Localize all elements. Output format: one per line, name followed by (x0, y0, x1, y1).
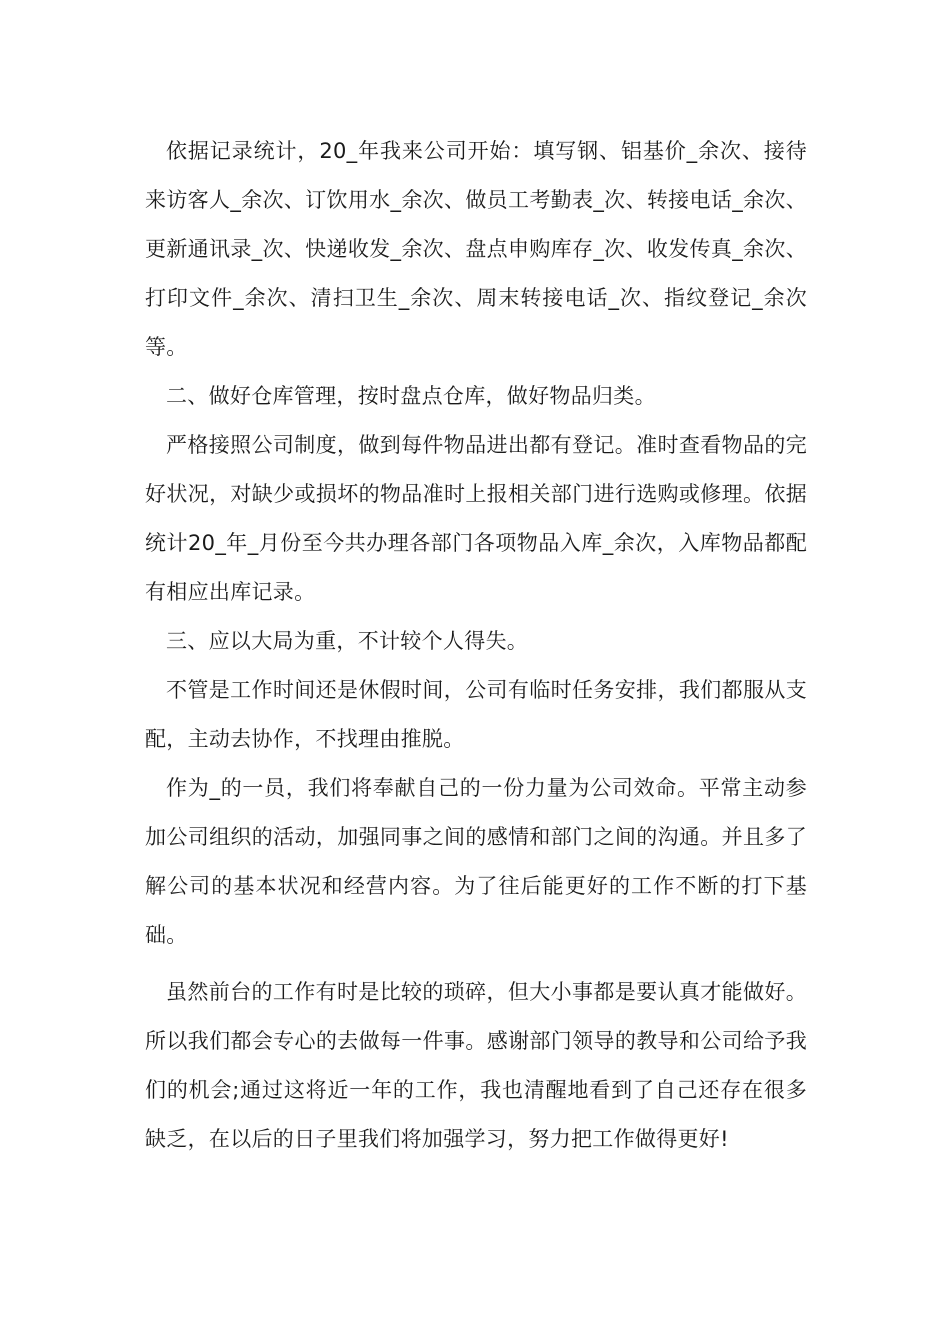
document-body (145, 127, 807, 1164)
heading-overall: 三、应以大局为重，不计较个人得失。 (166, 629, 529, 653)
paragraph-overall: 不管是工作时间还是休假时间，公司有临时任务安排，我们都服从支配，主动去协作，不找理由推脱。 (145, 678, 807, 751)
heading-warehouse: 二、做好仓库管理，按时盘点仓库，做好物品归类。 (166, 384, 656, 408)
paragraph-member: 作为_的一员，我们将奉献自己的一份力量为公司效命。平常主动参加公司组织的活动，加强同事之间的感情和部门之间的沟通。并且多了解公司的基本状况和经营内容。为了往后能更好的工作不断的打下基础。 (145, 776, 807, 947)
paragraph-statistics: 依据记录统计，20_年我来公司开始：填写钢、铝基价_余次、接待来访客人_余次、订饮用水_余次、做员工考勤表_次、转接电话_余次、更新通讯录_次、快递收发_余次、盘点申购库存_次、收发传真_余次、打印文件_余次、清扫卫生_余次、周末转接电话_次、指纹登记_余次等。 (145, 139, 807, 359)
paragraph-conclusion: 虽然前台的工作有时是比较的琐碎，但大小事都是要认真才能做好。所以我们都会专心的去做每一件事。感谢部门领导的教导和公司给予我们的机会;通过这将近一年的工作，我也清醒地看到了自己还存在很多缺乏，在以后的日子里我们将加强学习，努力把工作做得更好! (145, 980, 807, 1151)
paragraph-warehouse: 严格接照公司制度，做到每件物品进出都有登记。准时查看物品的完好状况，对缺少或损坏的物品准时上报相关部门进行选购或修理。依据统计20_年_月份至今共办理各部门各项物品入库_余次，入库物品都配有相应出库记录。 (145, 433, 807, 604)
